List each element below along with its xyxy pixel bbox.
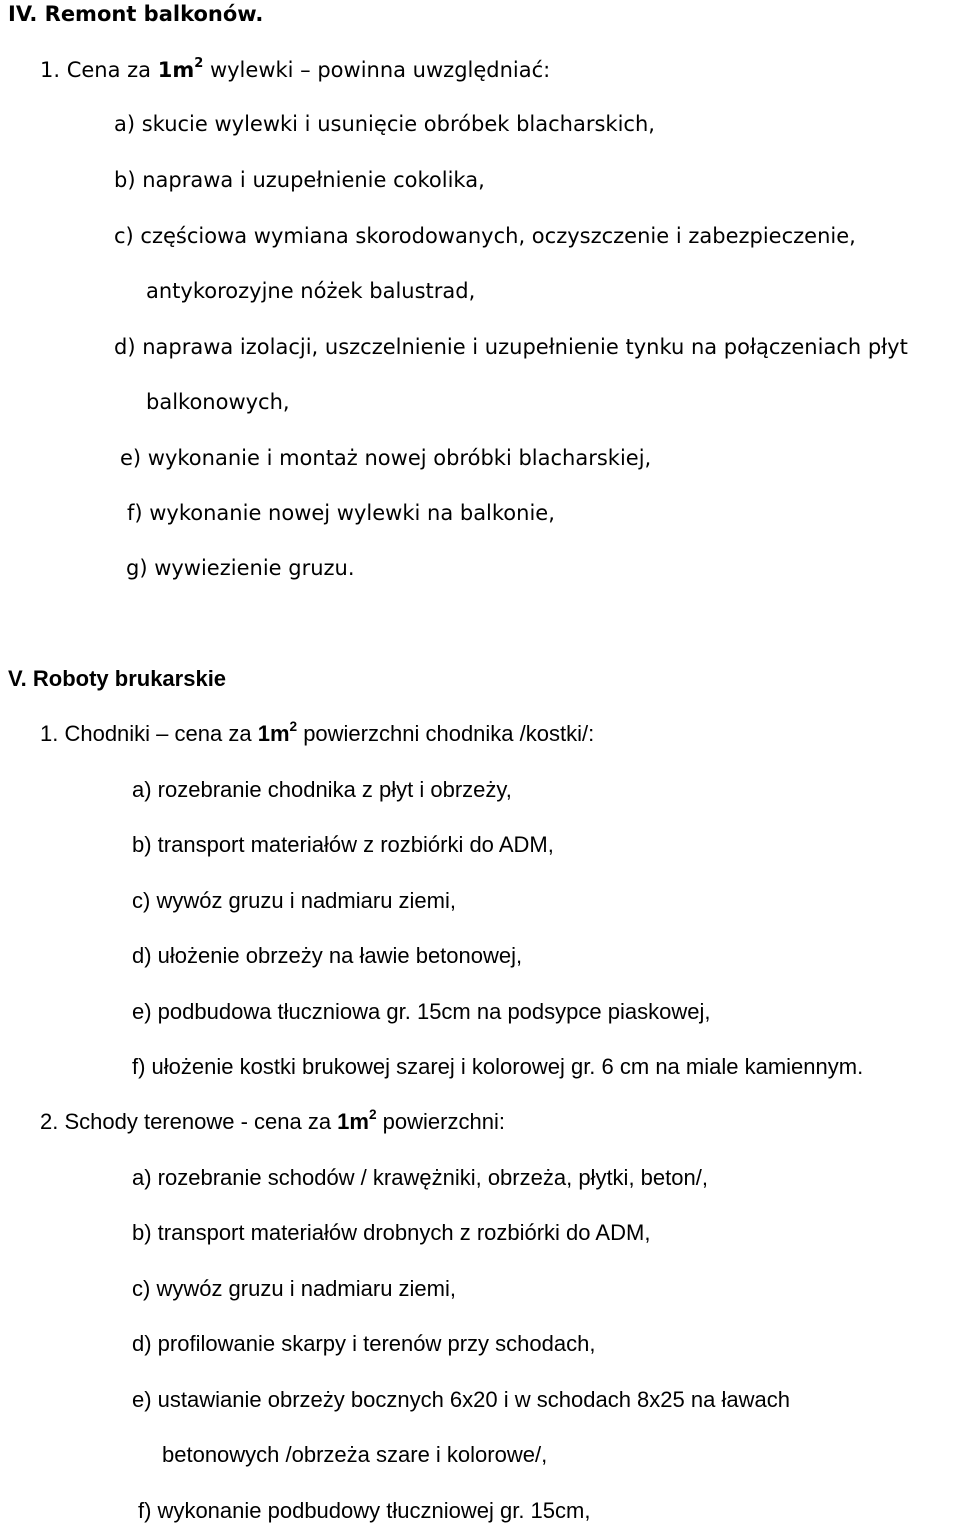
item-suffix: powierzchni: xyxy=(376,1109,505,1134)
item-prefix: 2. Schody terenowe - cena za xyxy=(40,1109,338,1134)
list-item: b) transport materiałów drobnych z rozbiórki do ADM, xyxy=(132,1220,651,1245)
list-item: b) naprawa i uzupełnienie cokolika, xyxy=(114,168,485,192)
item-prefix: 1. Cena za xyxy=(40,58,158,82)
item-suffix: wylewki – powinna uwzględniać: xyxy=(203,58,551,82)
list-item: d) naprawa izolacji, uszczelnienie i uzupełnienie tynku na połączeniach płyt xyxy=(114,335,908,359)
list-item: e) wykonanie i montaż nowej obróbki blacharskiej, xyxy=(120,446,652,470)
list-item: e) podbudowa tłuczniowa gr. 15cm na podsypce piaskowej, xyxy=(132,999,711,1024)
list-item: f) wykonanie nowej wylewki na balkonie, xyxy=(127,501,555,525)
section-iv-item-1-header xyxy=(40,56,551,82)
list-item: c) częściowa wymiana skorodowanych, oczyszczenie i zabezpieczenie, xyxy=(114,224,856,248)
item-suffix: powierzchni chodnika /kostki/: xyxy=(297,721,595,746)
list-item: c) wywóz gruzu i nadmiaru ziemi, xyxy=(132,888,456,913)
list-item: g) wywiezienie gruzu. xyxy=(126,556,355,580)
list-item-continuation: betonowych /obrzeża szare i kolorowe/, xyxy=(162,1442,548,1467)
list-item: f) ułożenie kostki brukowej szarej i kolorowej gr. 6 cm na miale kamiennym. xyxy=(132,1054,864,1079)
list-item: d) ułożenie obrzeży na ławie betonowej, xyxy=(132,943,523,968)
list-item: e) ustawianie obrzeży bocznych 6x20 i w schodach 8x25 na ławach xyxy=(132,1387,790,1412)
section-v-heading: V. Roboty brukarskie xyxy=(8,666,227,691)
list-item: a) rozebranie schodów / krawężniki, obrzeża, płytki, beton/, xyxy=(132,1165,708,1190)
section-iv-heading: IV. Remont balkonów. xyxy=(8,2,264,26)
section-v-item-1-header xyxy=(40,718,595,746)
unit-label: $1m^2$ xyxy=(257,718,298,746)
list-item: d) profilowanie skarpy i terenów przy schodach, xyxy=(132,1331,596,1356)
section-v-item-2-header xyxy=(40,1106,505,1134)
list-item: a) skucie wylewki i usunięcie obróbek blacharskich, xyxy=(114,112,655,136)
list-item: a) rozebranie chodnika z płyt i obrzeży, xyxy=(132,777,512,802)
item-prefix: 1. Chodniki – cena za xyxy=(40,721,258,746)
list-item-continuation: balkonowych, xyxy=(146,390,290,414)
unit-label: $1m^2$ xyxy=(337,1106,377,1134)
list-item: f) wykonanie podbudowy tłuczniowej gr. 15cm, xyxy=(138,1498,591,1523)
list-item: c) wywóz gruzu i nadmiaru ziemi, xyxy=(132,1276,456,1301)
unit-label: $1m^2$ xyxy=(157,56,204,82)
list-item: b) transport materiałów z rozbiórki do ADM, xyxy=(132,832,554,857)
list-item-continuation: antykorozyjne nóżek balustrad, xyxy=(146,279,476,303)
